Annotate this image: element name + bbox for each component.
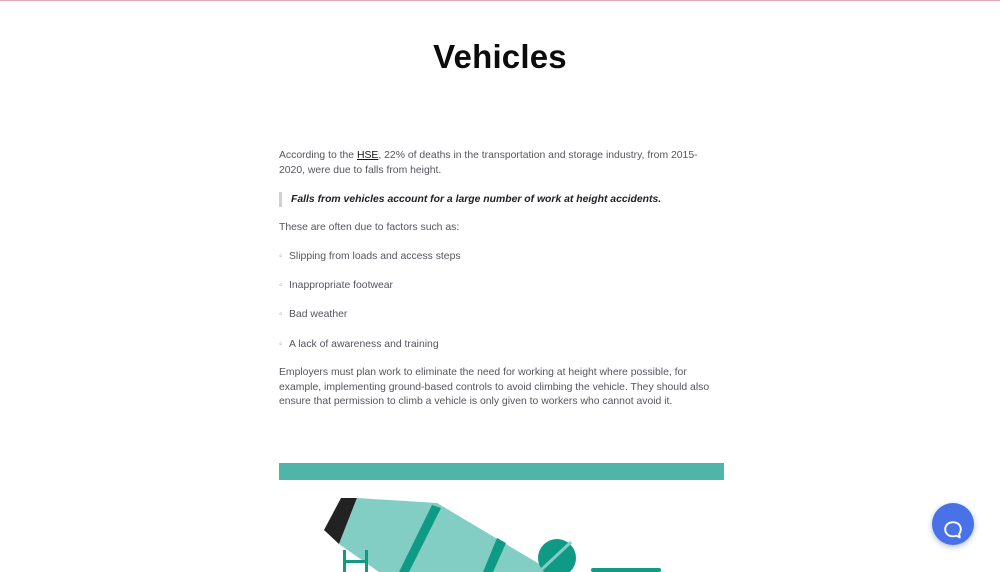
mixer-truck-icon (279, 480, 724, 572)
illustration-banner (279, 463, 724, 480)
cement-mixer-truck-illustration (279, 480, 724, 572)
list-item (279, 338, 719, 353)
article-body (279, 149, 719, 410)
mixer-drum (339, 498, 549, 572)
bullet-icon: ◦ (279, 251, 283, 263)
chassis (591, 568, 661, 572)
intro-paragraph (279, 149, 719, 178)
top-divider (0, 0, 1000, 1)
closing-paragraph: Employers must plan work to eliminate the need for working at height where possible, for example, implementing ground-based controls to avoid climbing the vehicle. They should also ensure that permission to climb a vehicle is only given to workers who cannot avoid it. (279, 367, 710, 408)
factors-intro: These are often due to factors such as: (279, 222, 460, 234)
intro-text-end: , 22% of deaths in the transportation and storage industry, from 2015-2020, were due to falls from height. (279, 150, 698, 176)
list-item (279, 279, 719, 294)
page-title: Vehicles (433, 38, 567, 75)
list-item-text: Bad weather (289, 309, 348, 321)
bullet-icon: ◦ (279, 280, 283, 292)
list-item-text: Slipping from loads and access steps (289, 251, 461, 263)
list-item-text: Inappropriate footwear (289, 280, 393, 292)
pull-quote: Falls from vehicles account for a large number of work at height accidents. (279, 192, 719, 207)
bullet-icon: ◦ (279, 309, 283, 321)
chat-bubble-icon (943, 520, 963, 540)
list-item (279, 250, 719, 265)
list-item (279, 308, 719, 323)
ladder-rung (343, 560, 368, 563)
hse-link[interactable]: HSE (356, 150, 379, 161)
intro-text-start: According to the (279, 150, 357, 161)
list-item-text: A lack of awareness and training (289, 338, 439, 350)
bullet-icon: ◦ (279, 338, 283, 350)
factors-list (279, 250, 719, 352)
help-chat-button[interactable] (932, 503, 974, 545)
